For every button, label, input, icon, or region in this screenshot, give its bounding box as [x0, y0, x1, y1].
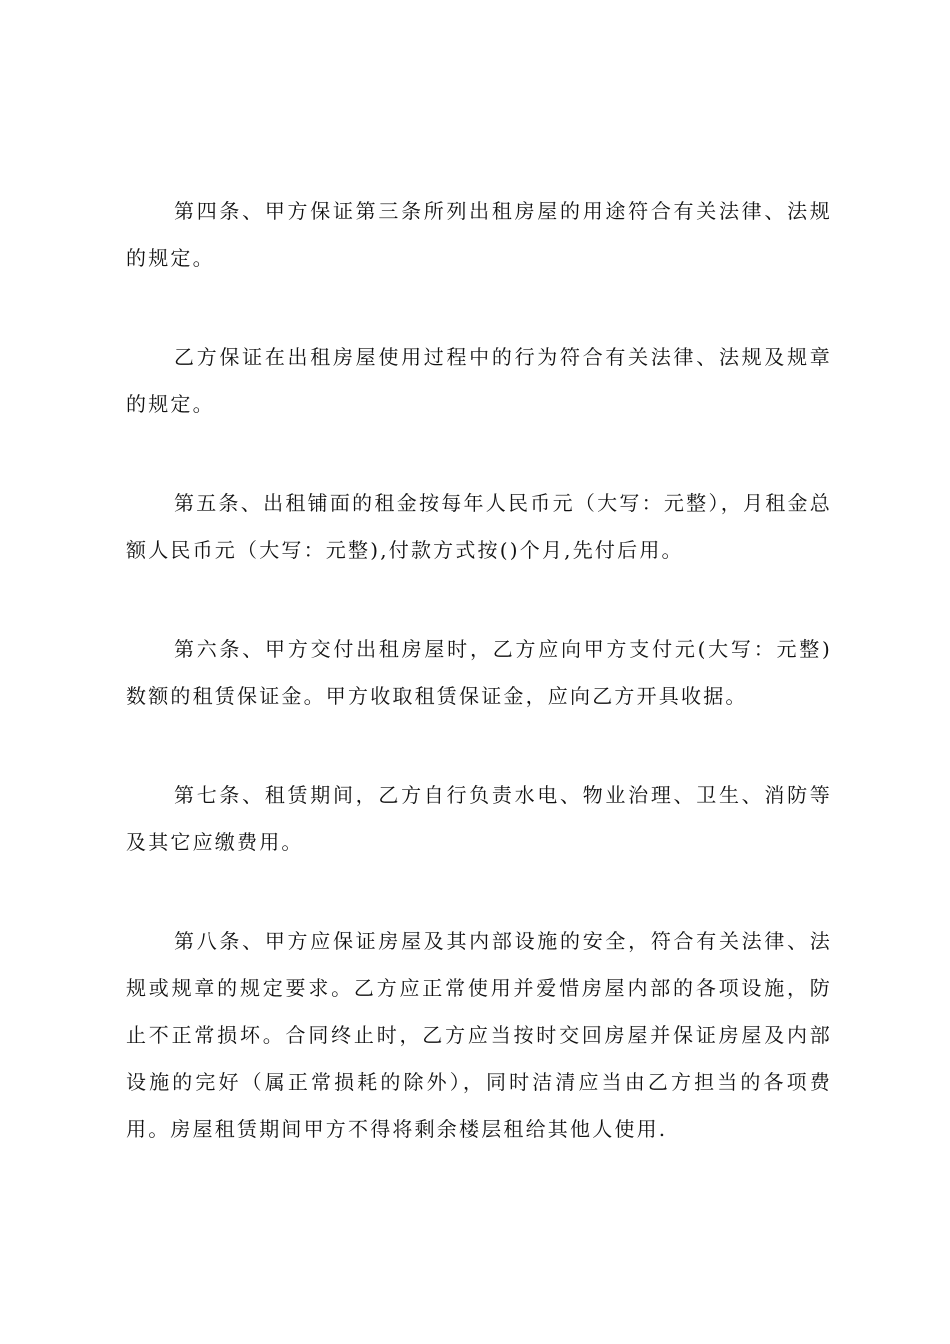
paragraph-article-8: 第八条、甲方应保证房屋及其内部设施的安全，符合有关法律、法规或规章的规定要求。乙方应正常使用并爱惜房屋内部的各项设施，防止不正常损坏。合同终止时，乙方应当按时交回房屋并保证房屋及内部设施的完好（属正常损耗的除外），同时洁清应当由乙方担当的各项费用。房屋租赁期间甲方不得将剩余楼层租给其他人使用. — [126, 929, 832, 1141]
paragraph-party-b-guarantee: 乙方保证在出租房屋使用过程中的行为符合有关法律、法规及规章的规定。 — [126, 345, 832, 416]
paragraph-article-6: 第六条、甲方交付出租房屋时，乙方应向甲方支付元(大写：元整)数额的租赁保证金。甲方收取租赁保证金，应向乙方开具收据。 — [126, 637, 832, 708]
paragraph-article-5: 第五条、出租铺面的租金按每年人民币元（大写：元整），月租金总额人民币元（大写：元整),付款方式按()个月,先付后用。 — [126, 491, 832, 562]
paragraph-article-7: 第七条、租赁期间，乙方自行负责水电、物业治理、卫生、消防等及其它应缴费用。 — [126, 783, 832, 854]
paragraph-article-4: 第四条、甲方保证第三条所列出租房屋的用途符合有关法律、法规的规定。 — [126, 199, 832, 270]
document-body — [126, 188, 832, 1153]
